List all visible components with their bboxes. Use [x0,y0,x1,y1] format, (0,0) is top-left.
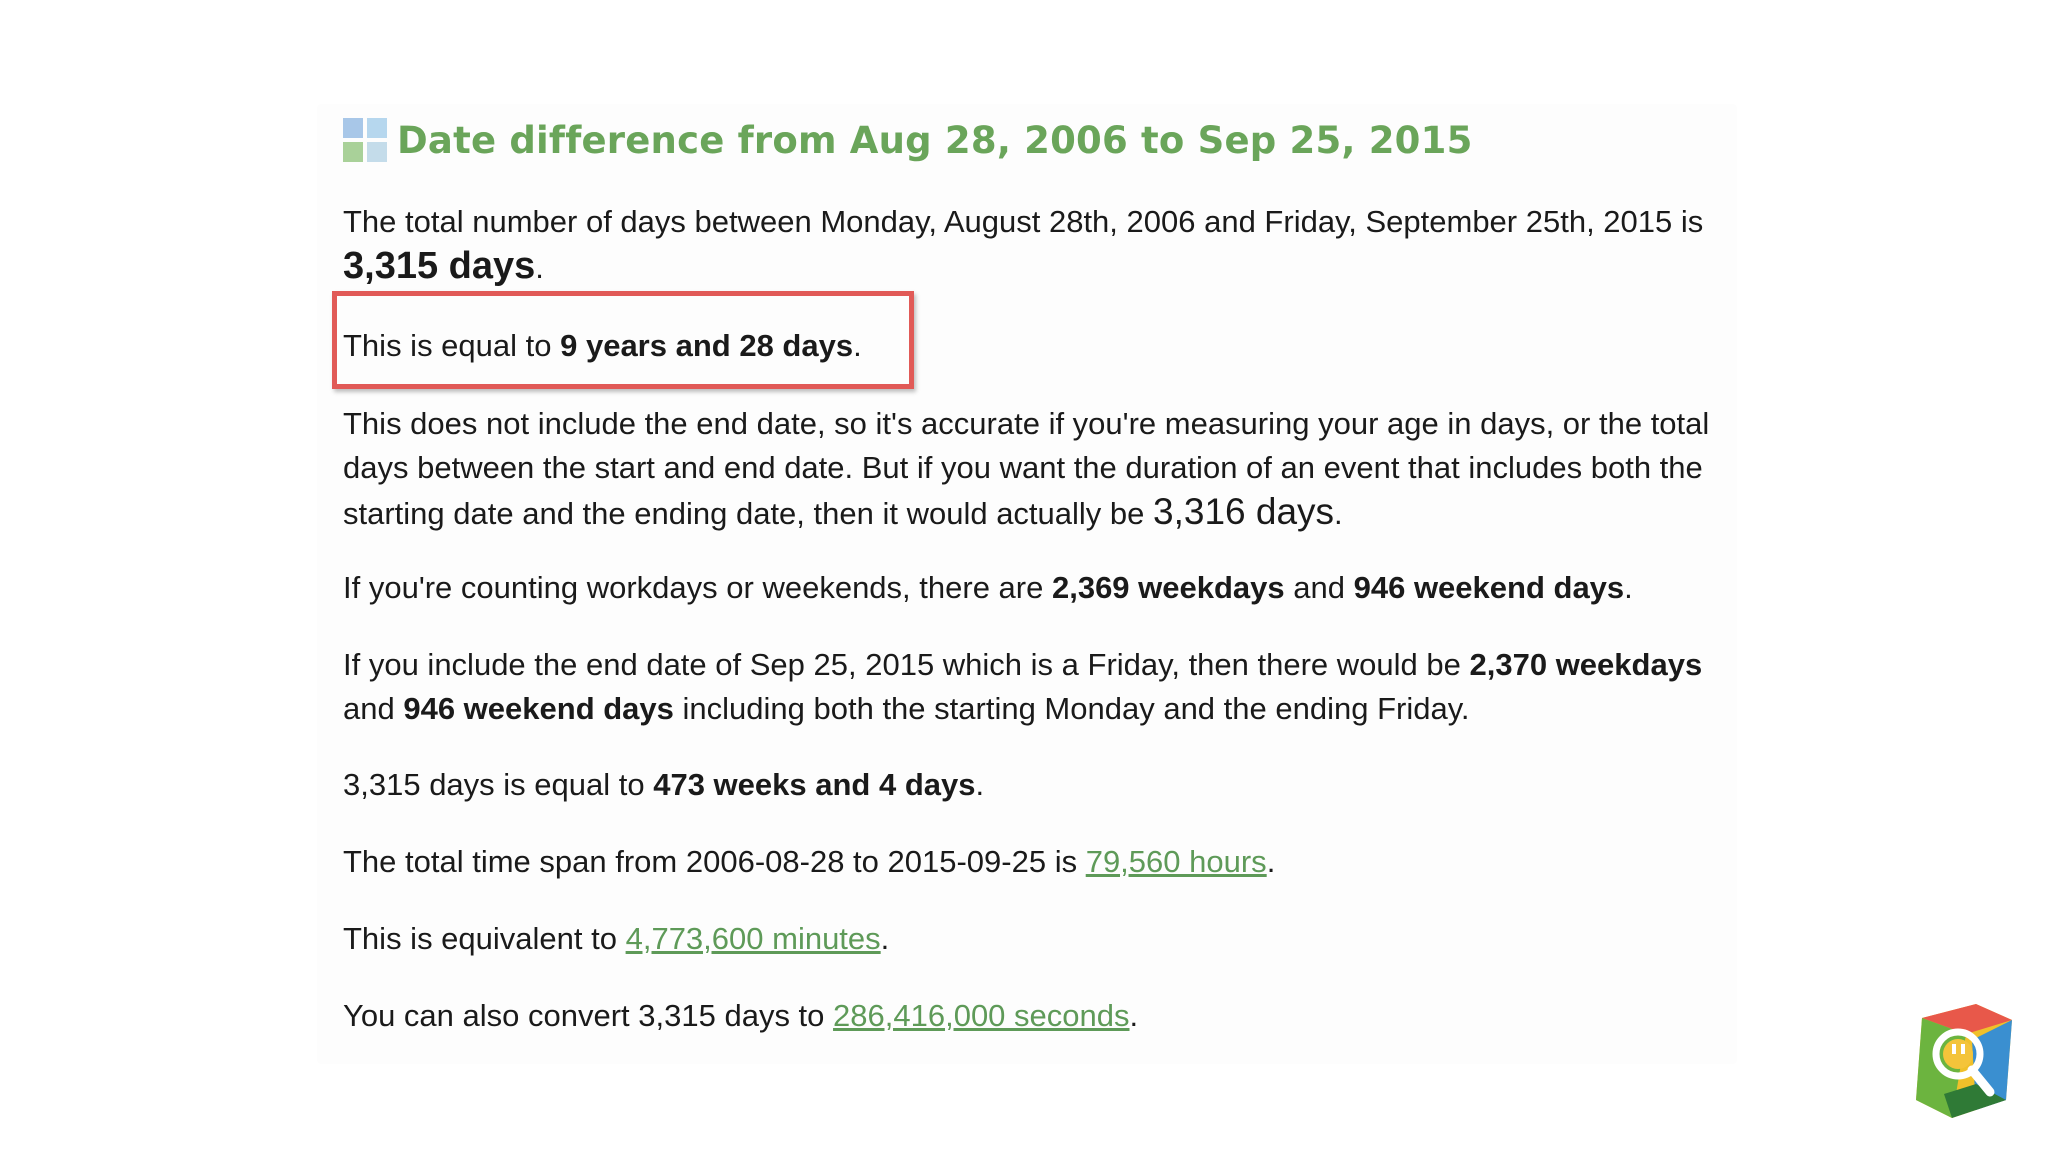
weekend-days-value: 946 weekend days [1353,570,1625,605]
page-heading [343,118,1473,162]
highlight-annotation-box [332,291,914,389]
page-title: Date difference from Aug 28, 2006 to Sep 25, 2015 [397,118,1473,162]
inclusive-weekdays-value: 2,370 weekdays [1469,647,1703,682]
seconds-link[interactable]: 286,416,000 seconds [833,998,1130,1033]
inclusive-workdays-paragraph: If you include the end date of Sep 25, 2015 which is a Friday, then there would be 2,370 weekdays and 946 weekend days including both the starting Monday and the ending Friday. [343,647,1703,726]
hours-link[interactable]: 79,560 hours [1085,844,1267,879]
minutes-paragraph: This is equivalent to 4,773,600 minutes. [343,921,890,956]
weeks-paragraph: 3,315 days is equal to 473 weeks and 4 days. [343,767,985,802]
minutes-link[interactable]: 4,773,600 minutes [625,921,881,956]
inclusive-weekend-days-value: 946 weekend days [403,691,674,726]
seconds-paragraph: You can also convert 3,315 days to 286,416,000 seconds. [343,998,1139,1033]
total-days-value: 3,315 days [343,245,536,287]
magnifier-badge-icon [1914,1000,2014,1120]
inclusive-days-value: 3,316 days [1153,491,1335,532]
hours-paragraph: The total time span from 2006-08-28 to 2015-09-25 is 79,560 hours. [343,844,1276,879]
years-days-paragraph: This is equal to 9 years and 28 days. [343,328,862,363]
years-days-value: 9 years and 28 days [560,328,854,363]
total-days-paragraph: The total number of days between Monday, August 28th, 2006 and Friday, September 25th, 2015 is 3,315 days. [343,204,1704,287]
grid-logo-icon [343,118,387,162]
end-date-note-paragraph: This does not include the end date, so it's accurate if you're measuring your age in days, or the total days between the start and end date. But if you want the duration of an event that includes both the starting date and the ending date, then it would actually be 3,316 days. [343,406,1710,532]
weeks-value: 473 weeks and 4 days [653,767,976,802]
workdays-paragraph: If you're counting workdays or weekends, there are 2,369 weekdays and 946 weekend days. [343,570,1633,605]
weekdays-value: 2,369 weekdays [1051,570,1285,605]
